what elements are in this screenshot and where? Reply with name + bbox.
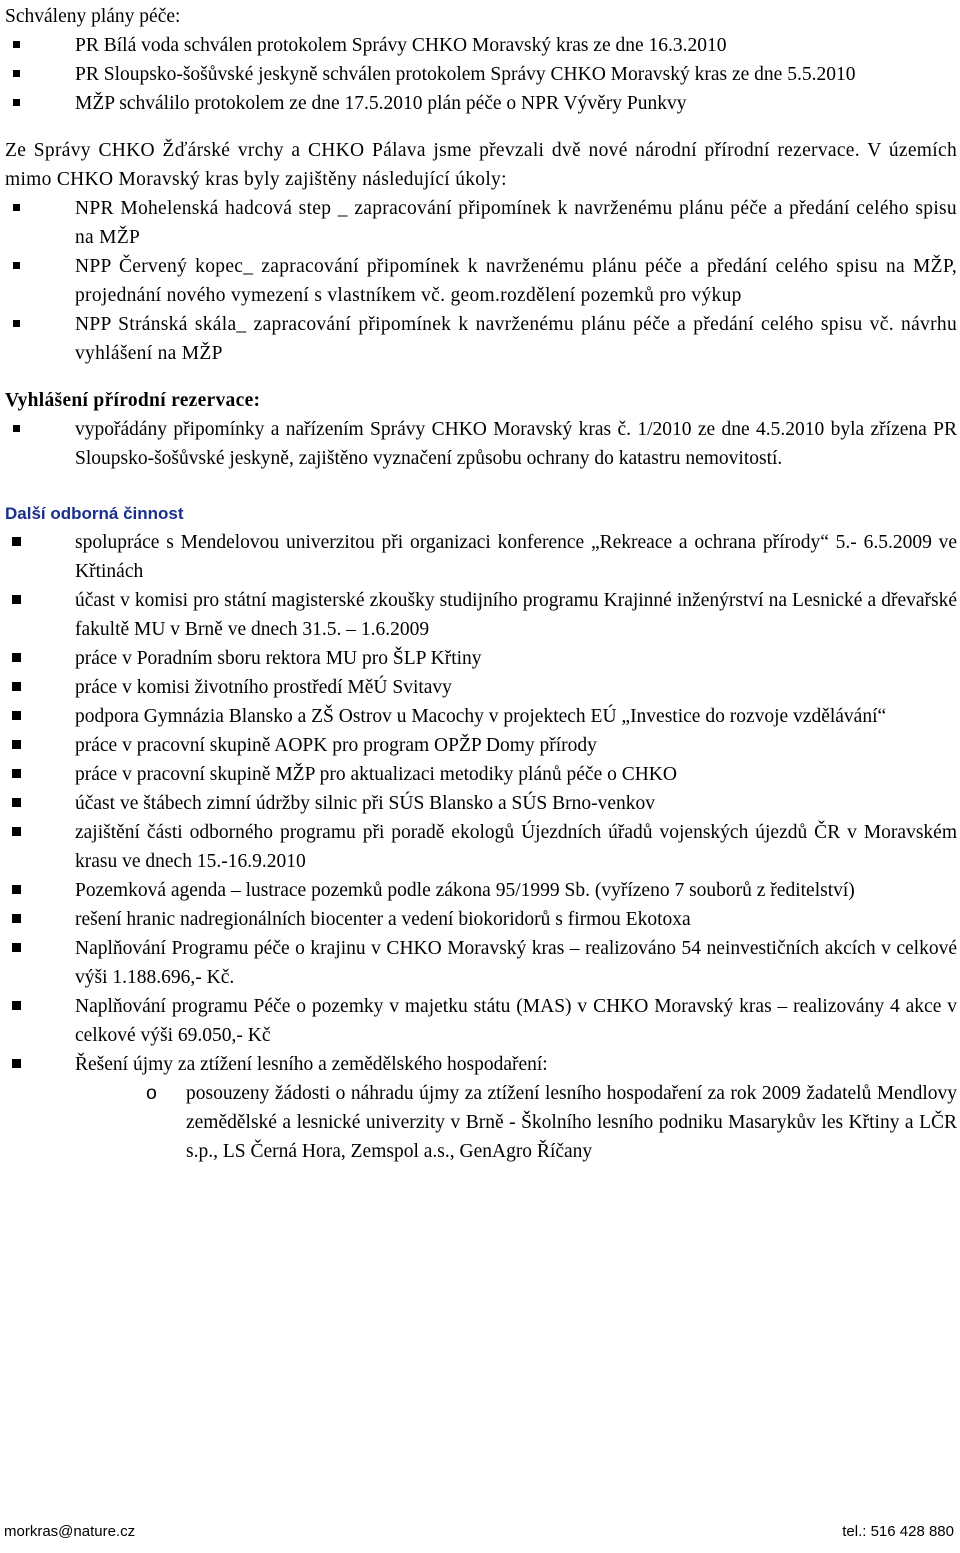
compensation-sublist [5,1079,957,1166]
list-item: práce v Poradním sboru rektora MU pro ŠLP Křtiny [75,644,957,673]
list-item: práce v pracovní skupině MŽP pro aktualizaci metodiky plánů péče o CHKO [75,760,957,789]
page-footer [4,1523,954,1540]
spacer [5,473,957,499]
list-item: práce v pracovní skupině AOPK pro program OPŽP Domy přírody [75,731,957,760]
takeover-lead: Ze Správy CHKO Žďárské vrchy a CHKO Pálava jsme převzali dvě nové národní přírodní rezervace. [5,140,860,161]
footer-phone: tel.: 516 428 880 [842,1523,954,1540]
list-item: spolupráce s Mendelovou univerzitou při organizaci konference „Rekreace a ochrana přírody“ 5.- 6.5.2009 ve Křtinách [75,528,957,586]
tasks-list [5,194,957,368]
list-item: PR Sloupsko-šošůvské jeskyně schválen protokolem Správy CHKO Moravský kras ze dne 5.5.2010 [75,60,957,89]
list-item: účast ve štábech zimní údržby silnic při SÚS Blansko a SÚS Brno-venkov [75,789,957,818]
spacer [5,118,957,136]
list-item: NPR Mohelenská hadcová step _ zapracování připomínek k navrženému plánu péče a předání celého spisu na MŽP [75,194,957,252]
document-body [5,2,957,1166]
declaration-heading: Vyhlášení přírodní rezervace: [5,390,261,411]
list-item: PR Bílá voda schválen protokolem Správy CHKO Moravský kras ze dne 16.3.2010 [75,31,957,60]
approved-plans-heading: Schváleny plány péče: [5,6,181,27]
list-item: podpora Gymnázia Blansko a ZŠ Ostrov u Macochy v projektech EÚ „Investice do rozvoje vzdělávání“ [75,702,957,731]
takeover-paragraph [5,136,957,194]
list-item: NPP Stránská skála_ zapracování připomínek k navrženému plánu péče a předání celého spisu vč. návrhu vyhlášení na MŽP [75,310,957,368]
list-item: Naplňování programu Péče o pozemky v majetku státu (MAS) v CHKO Moravský kras – realizovány 4 akce v celkové výši 69.050,- Kč [75,992,957,1050]
list-item: rešení hranic nadregionálních biocenter a vedení biokoridorů s firmou Ekotoxa [75,905,957,934]
list-item: Pozemková agenda – lustrace pozemků podle zákona 95/1999 Sb. (vyřízeno 7 souborů z ředitelství) [75,876,957,905]
list-item: MŽP schválilo protokolem ze dne 17.5.2010 plán péče o NPR Vývěry Punkvy [75,89,957,118]
other-activity-list [5,528,957,1079]
declaration-list [5,415,957,473]
list-item: práce v komisi životního prostředí MěÚ Svitavy [75,673,957,702]
other-activity-heading: Další odborná činnost [5,504,184,523]
list-item: Řešení újmy za ztížení lesního a zemědělského hospodaření: [75,1050,957,1079]
approved-plans-list [5,31,957,118]
list-item: účast v komisi pro státní magisterské zkoušky studijního programu Krajinné inženýrství na Lesnické a dřevařské fakultě MU v Brně ve dnech 31.5. – 1.6.2009 [75,586,957,644]
list-item: vypořádány připomínky a nařízením Správy CHKO Moravský kras č. 1/2010 ze dne 4.5.2010 byla zřízena PR Sloupsko-šošůvské jeskyně, zajištěno vyznačení způsobu ochrany do katastru nemovitostí. [75,415,957,473]
footer-email[interactable]: morkras@nature.cz [4,1523,136,1540]
sub-list-item: o posouzeny žádosti o náhradu újmy za ztížení lesního hospodaření za rok 2009 žadatelů Mendlovy zemědělské a lesnické univerzity v Brně - Školního lesního podniku Masarykův les Křtiny a LČR s.p., LS Černá Hora, Zemspol a.s., GenAgro Říčany [186,1079,957,1166]
list-item: Naplňování Programu péče o krajinu v CHKO Moravský kras – realizováno 54 neinvestičních akcích v celkové výši 1.188.696,- Kč. [75,934,957,992]
list-item: NPP Červený kopec_ zapracování připomínek k navrženému plánu péče a předání celého spisu na MŽP, projednání nového vymezení s vlastníkem vč. geom.rozdělení pozemků pro výkup [75,252,957,310]
list-item: zajištění části odborného programu při poradě ekologů Újezdních úřadů vojenských újezdů ČR v Moravském krasu ve dnech 15.-16.9.2010 [75,818,957,876]
tasks-intro: V územích mimo CHKO Moravský kras byly zajištěny následující úkoly: [5,140,957,190]
spacer [5,368,957,386]
